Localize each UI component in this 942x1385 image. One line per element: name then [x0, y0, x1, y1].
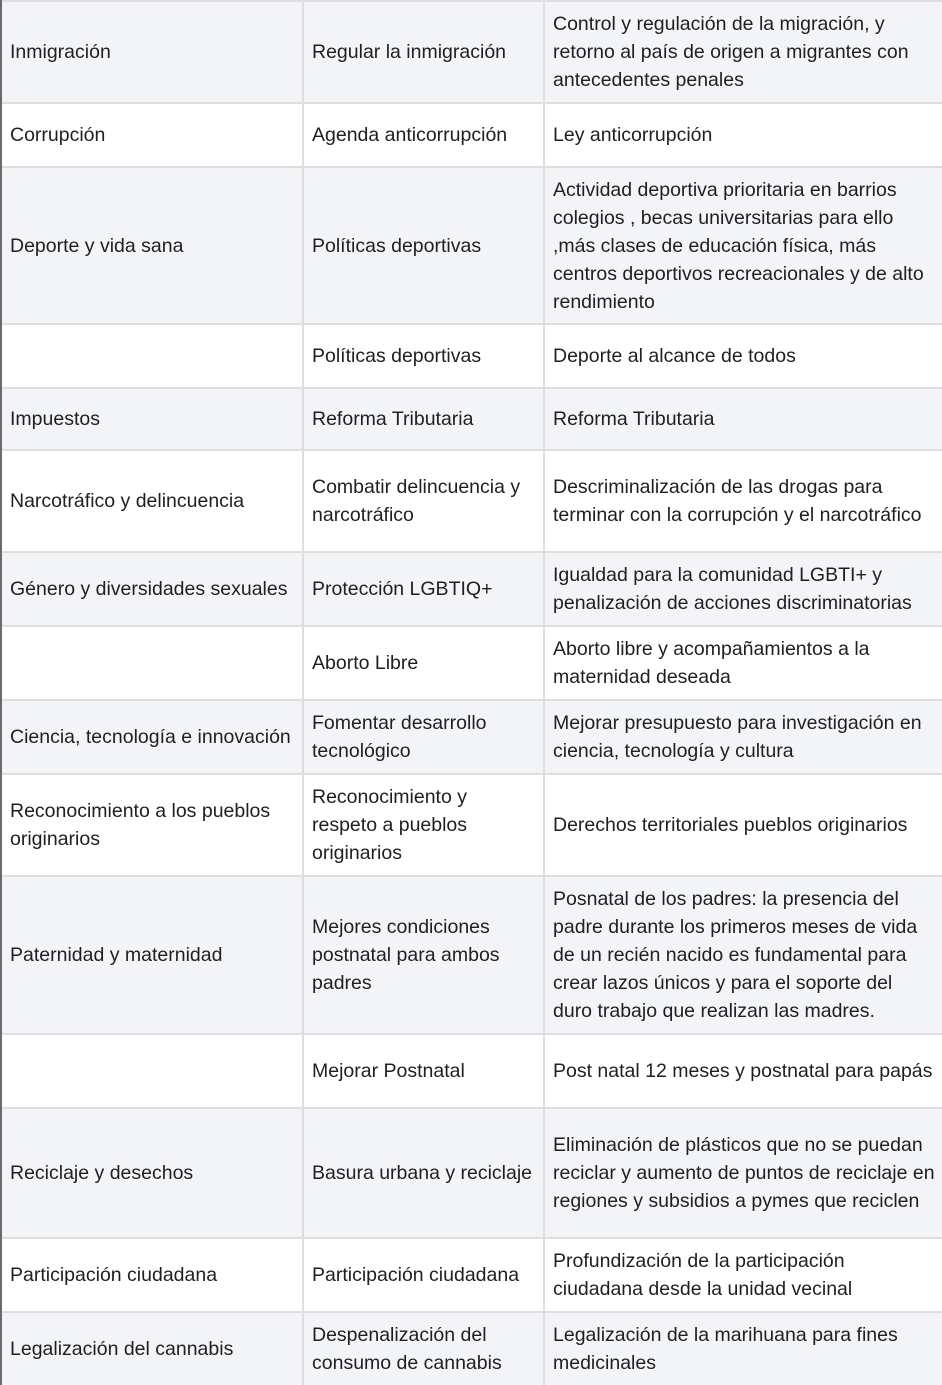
objective-cell: Fomentar desarrollo tecnológico [302, 701, 543, 773]
topic-cell [2, 627, 302, 699]
objective-cell: Regular la inmigración [302, 2, 543, 102]
topic-cell: Participación ciudadana [10, 1264, 218, 1286]
objective-cell: Reforma Tributaria [302, 389, 543, 449]
proposal-cell: Descriminalización de las drogas para terminar con la corrupción y el narcotráfico [543, 451, 942, 551]
topic-cell: Legalización del cannabis [10, 1338, 234, 1360]
topic-cell: Género y diversidades sexuales [10, 578, 288, 600]
table-row [2, 323, 942, 387]
proposal-cell: Ley anticorrupción [543, 104, 942, 166]
table-row [2, 1237, 942, 1311]
topic-cell: Paternidad y maternidad [10, 944, 223, 966]
proposal-cell: Aborto libre y acompañamientos a la maternidad deseada [543, 627, 942, 699]
topic-cell: Ciencia, tecnología e innovación [10, 726, 291, 748]
table-row [2, 699, 942, 773]
topic-cell [2, 1035, 302, 1107]
proposal-cell: Eliminación de plásticos que no se puedan reciclar y aumento de puntos de reciclaje en regiones y subsidios a pymes que reciclen [543, 1109, 942, 1237]
proposal-cell: Profundización de la participación ciudadana desde la unidad vecinal [543, 1239, 942, 1311]
table-row [2, 773, 942, 875]
proposal-cell: Actividad deportiva prioritaria en barrios colegios , becas universitarias para ello ,más clases de educación física, más centros deportivos recreacionales y de alto rendimiento [543, 168, 942, 323]
table-row [2, 0, 942, 102]
proposal-cell: Mejorar presupuesto para investigación en ciencia, tecnología y cultura [543, 701, 942, 773]
proposal-cell: Posnatal de los padres: la presencia del padre durante los primeros meses de vida de un recién nacido es fundamental para crear lazos únicos y para el soporte del duro trabajo que realizan las madres. [543, 877, 942, 1033]
table-row [2, 1311, 942, 1385]
table-row [2, 875, 942, 1033]
topic-cell: Corrupción [10, 124, 106, 146]
table-row [2, 625, 942, 699]
objective-cell: Despenalización del consumo de cannabis [302, 1313, 543, 1385]
objective-cell: Mejores condiciones postnatal para ambos padres [302, 877, 543, 1033]
proposal-cell: Deporte al alcance de todos [543, 325, 942, 387]
table-row [2, 1033, 942, 1107]
objective-cell: Combatir delincuencia y narcotráfico [302, 451, 543, 551]
proposal-cell: Legalización de la marihuana para fines medicinales [543, 1313, 942, 1385]
objective-cell: Políticas deportivas [302, 168, 543, 323]
objective-cell: Aborto Libre [302, 627, 543, 699]
objective-cell: Basura urbana y reciclaje [302, 1109, 543, 1237]
proposal-cell: Control y regulación de la migración, y retorno al país de origen a migrantes con antecedentes penales [543, 2, 942, 102]
objective-cell: Agenda anticorrupción [302, 104, 543, 166]
proposal-cell: Reforma Tributaria [543, 389, 942, 449]
topic-cell: Narcotráfico y delincuencia [10, 490, 245, 512]
objective-cell: Mejorar Postnatal [302, 1035, 543, 1107]
topic-cell: Impuestos [10, 408, 100, 430]
objective-cell: Participación ciudadana [302, 1239, 543, 1311]
table-row [2, 1107, 942, 1237]
topic-cell [2, 325, 302, 387]
topic-cell: Inmigración [10, 41, 111, 63]
objective-cell: Reconocimiento y respeto a pueblos originarios [302, 775, 543, 875]
topic-cell: Reciclaje y desechos [10, 1162, 194, 1184]
objective-cell: Protección LGBTIQ+ [302, 553, 543, 625]
topic-cell: Reconocimiento a los pueblos originarios [10, 800, 271, 850]
table-row [2, 166, 942, 323]
table-row [2, 449, 942, 551]
topic-cell: Deporte y vida sana [10, 234, 184, 257]
proposal-cell: Derechos territoriales pueblos originarios [543, 775, 942, 875]
table-row [2, 387, 942, 449]
proposal-cell: Post natal 12 meses y postnatal para papás [543, 1035, 942, 1107]
table-row [2, 551, 942, 625]
proposal-cell: Igualdad para la comunidad LGBTI+ y penalización de acciones discriminatorias [543, 553, 942, 625]
objective-cell: Políticas deportivas [302, 325, 543, 387]
table-row [2, 102, 942, 166]
